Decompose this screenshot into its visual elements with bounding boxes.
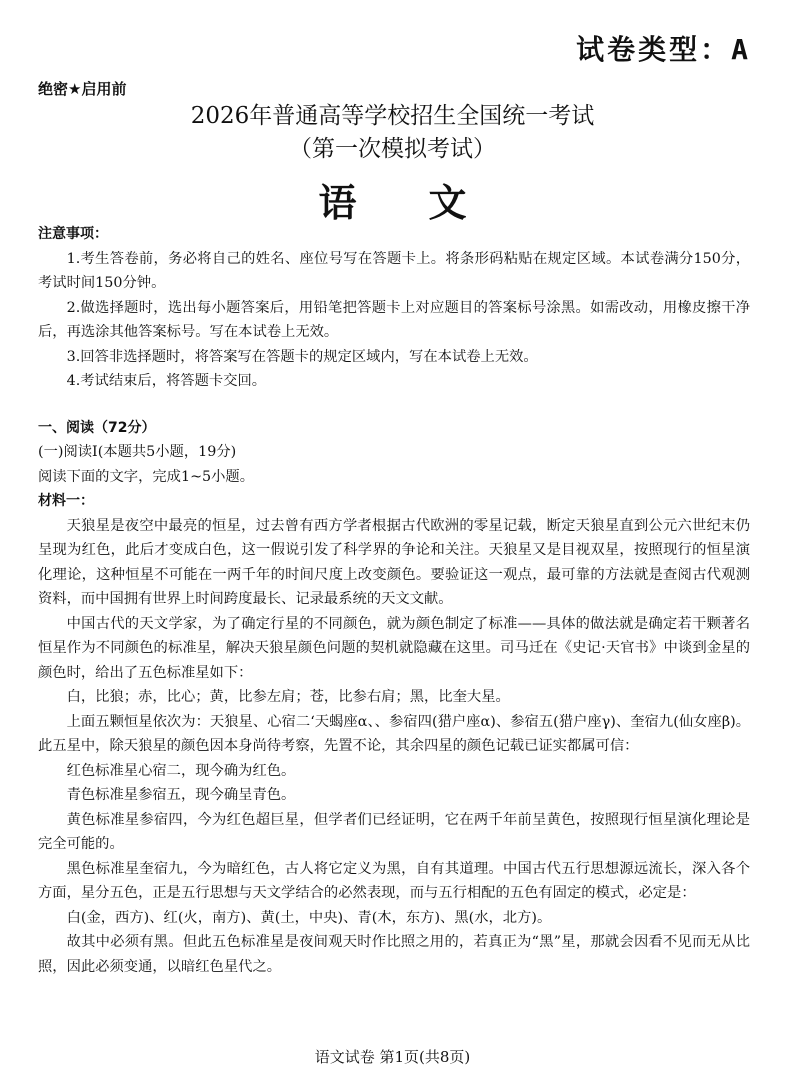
exam-content <box>38 222 750 979</box>
material-paragraph: 黑色标准星奎宿九，今为暗红色，古人将它定义为黑，自有其道理。中国古代五行思想源远流长，深入各个方面，星分五色，正是五行思想与天文学结合的必然表现，而与五行相配的五色有固定的模式，必定是： <box>38 860 750 901</box>
note-item-1: 1.考生答卷前，务必将自己的姓名、座位号写在答题卡上。将条形码粘贴在规定区域。本试卷满分150分，考试时间150分钟。 <box>38 250 750 291</box>
page-footer: 语文试卷 第1页(共8页) <box>314 1048 471 1066</box>
material-paragraph: 故其中必须有黑。但此五色标准星是夜间观天时作比照之用的，若真正为“黑”星，那就会因看不见而无从比照，因此必须变通，以暗红色星代之。 <box>38 934 750 975</box>
material-paragraph: 天狼星是夜空中最亮的恒星，过去曾有西方学者根据古代欧洲的零星记载，断定天狼星直到公元六世纪末仍呈现为红色，此后才变成白色，这一假说引发了科学界的争论和关注。天狼星又是目视双星，按照现行的恒星演化理论，这种恒星不可能在一两千年的时间尺度上改变颜色。要验证这一观点，最可靠的方法就是查阅古代观测资料，而中国拥有世界上时间跨度最长、记录最系统的天文文献。 <box>38 517 750 607</box>
note-item-2: 2.做选择题时，选出每小题答案后，用铅笔把答题卡上对应题目的答案标号涂黑。如需改动，用橡皮擦干净后，再选涂其他答案标号。写在本试卷上无效。 <box>38 299 750 340</box>
notes-heading: 注意事项： <box>38 226 108 242</box>
material-label: 材料一： <box>38 493 94 509</box>
material-paragraph: 青色标准星参宿五，现今确呈青色。 <box>66 787 296 803</box>
exam-subtitle: （第一次模拟考试） <box>289 136 496 162</box>
section-heading: 一、阅读（72分） <box>38 419 156 436</box>
confidential-label: 绝密★启用前 <box>38 80 127 98</box>
material-paragraph: 上面五颗恒星依次为：天狼星、心宿二‘天蝎座α、、参宿四(猎户座α)、参宿五(猎户座γ)、奎宿九(仙女座β)。此五星中，除天狼星的颜色因本身尚待考察，先置不论，其余四星的颜色记载已证实都属可信： <box>38 713 750 754</box>
spacer <box>38 394 750 416</box>
material-paragraph: 红色标准星心宿二，现今确为红色。 <box>66 762 296 779</box>
reading-instruction: 阅读下面的文字，完成1~5小题。 <box>38 468 255 485</box>
material-paragraph: 白(金，西方)、红(火，南方)、黄(土，中央)、青(木，东方)、黑(水，北方)。 <box>66 909 552 926</box>
material-paragraph: 黄色标准星参宿四，今为红色超巨星，但学者们已经证明，它在两千年前呈黄色，按照现行恒星演化理论是完全可能的。 <box>38 811 750 852</box>
exam-title: 2026年普通高等学校招生全国统一考试 <box>190 103 595 129</box>
exam-type-label: 试卷类型：A <box>576 33 751 66</box>
note-item-4: 4.考试结束后，将答题卡交回。 <box>66 373 267 389</box>
subject-title: 语文 <box>318 181 539 225</box>
material-paragraph: 白，比狼；赤，比心；黄，比参左肩；苍，比参右肩；黑，比奎大星。 <box>66 689 510 705</box>
note-item-3: 3.回答非选择题时，将答案写在答题卡的规定区域内，写在本试卷上无效。 <box>66 348 538 365</box>
material-paragraph: 中国古代的天文学家，为了确定行星的不同颜色，就为颜色制定了标准——具体的做法就是确定若干颗著名恒星作为不同颜色的标准星，解决天狼星颜色问题的契机就隐藏在这里。司马迁在《史记·天官书》中谈到金星的颜色时，给出了五色标准星如下： <box>38 615 750 681</box>
subsection-heading: (一)阅读Ⅰ(本题共5小题，19分) <box>38 444 237 460</box>
